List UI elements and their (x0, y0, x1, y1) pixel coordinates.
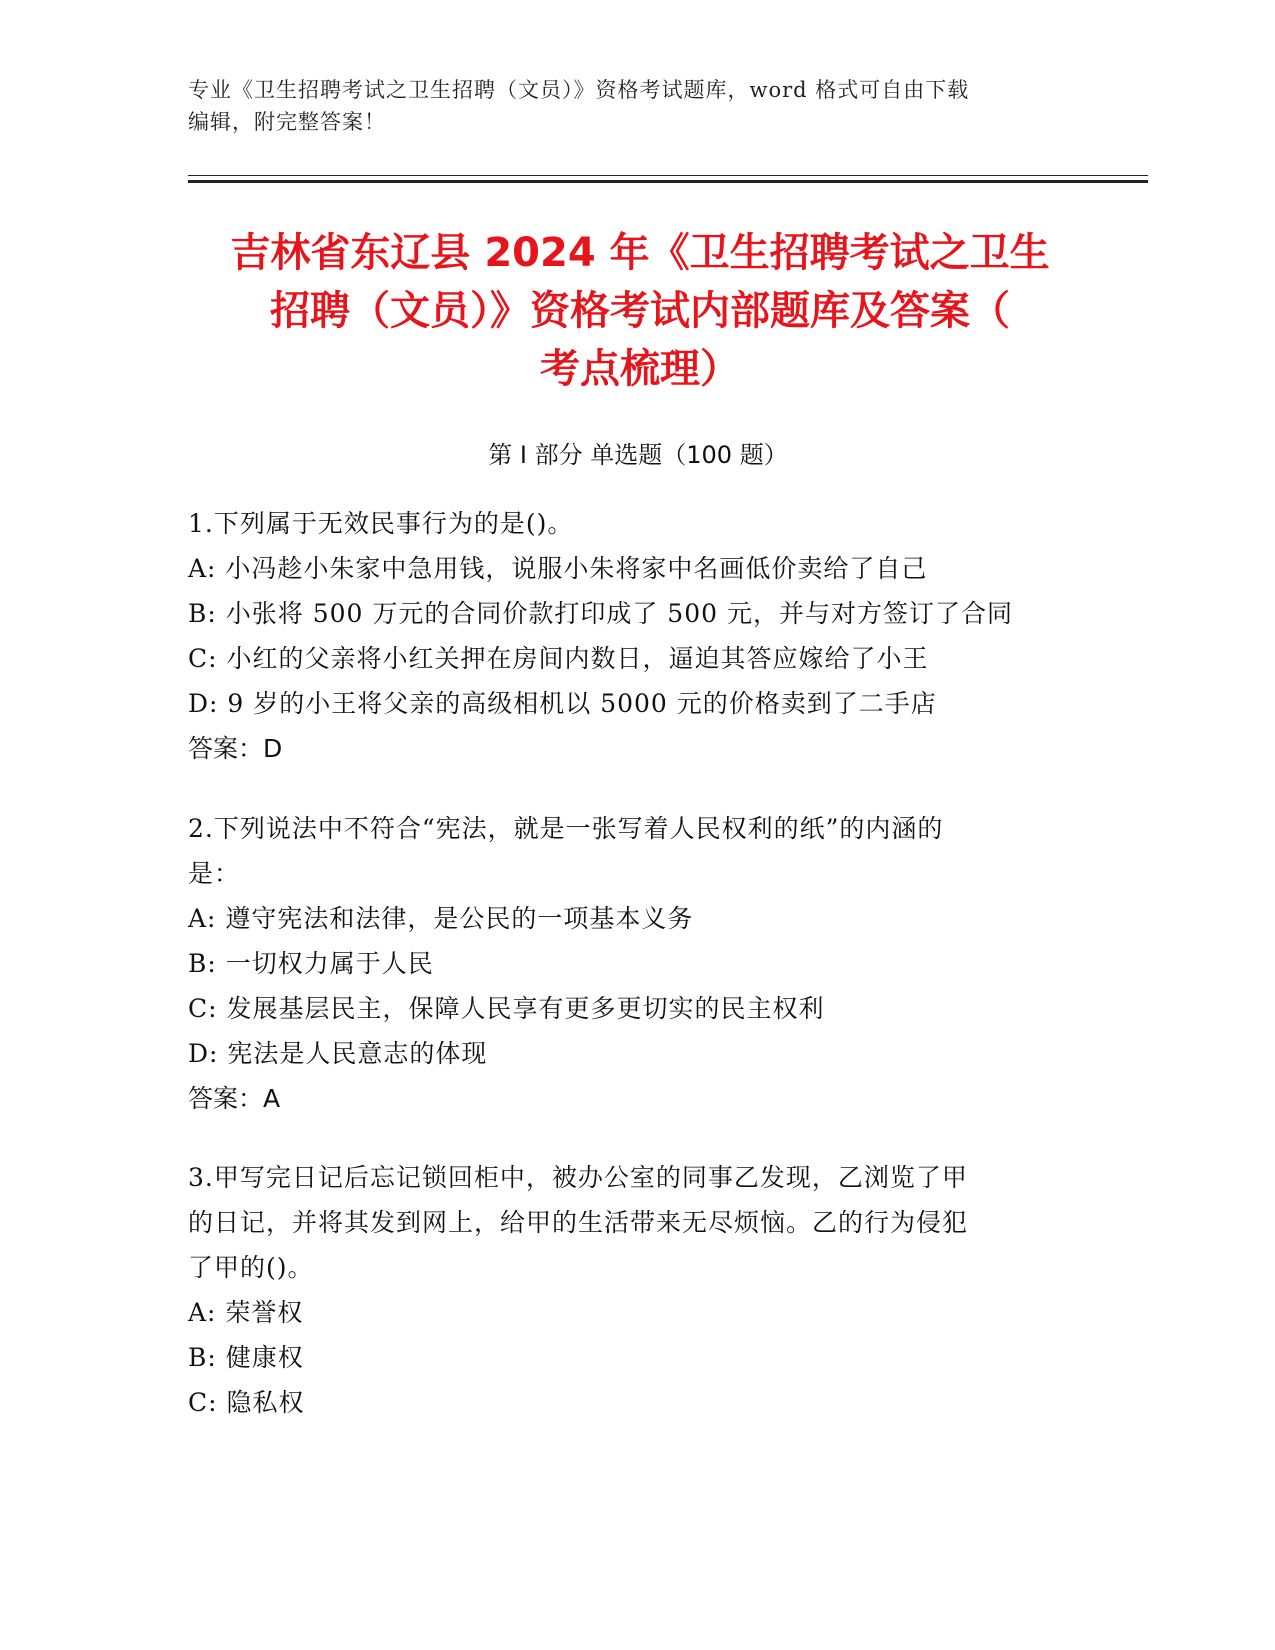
option-a: A: 荣誉权 (188, 1298, 304, 1327)
document-title-line-1: 吉林省东辽县 2024 年《卫生招聘考试之卫生 (230, 230, 1050, 276)
header-note (188, 74, 1068, 138)
option-a: A: 遵守宪法和法律，是公民的一项基本义务 (188, 904, 694, 933)
option-d: D: 9 岁的小王将父亲的高级相机以 5000 元的价格卖到了二手店 (188, 689, 937, 718)
question-2 (188, 806, 1068, 1121)
header-note-line-2: 编辑，附完整答案！ (188, 110, 386, 134)
header-divider-thick (188, 180, 1148, 183)
option-c: C: 隐私权 (188, 1388, 305, 1417)
option-c: C: 发展基层民主，保障人民享有更多更切实的民主权利 (188, 994, 825, 1023)
question-stem-continued: 是： (188, 859, 241, 888)
option-c: C: 小红的父亲将小红关押在房间内数日，逼迫其答应嫁给了小王 (188, 644, 929, 673)
header-note-line-1: 专业《卫生招聘考试之卫生招聘（文员）》资格考试题库，word 格式可自由下载 (188, 78, 970, 102)
header-divider-thin (188, 175, 1148, 176)
question-1 (188, 501, 1068, 771)
question-stem: 1.下列属于无效民事行为的是()。 (188, 509, 574, 538)
answer-line: 答案：D (188, 734, 283, 763)
question-3 (188, 1155, 1068, 1425)
option-b: B: 健康权 (188, 1343, 304, 1372)
question-stem: 3.甲写完日记后忘记锁回柜中，被办公室的同事乙发现，乙浏览了甲 (188, 1163, 968, 1192)
question-stem-continued: 的日记，并将其发到网上，给甲的生活带来无尽烦恼。乙的行为侵犯 (188, 1208, 969, 1237)
document-title-line-2: 招聘（文员）》资格考试内部题库及答案（ (270, 288, 1010, 334)
answer-line: 答案：A (188, 1084, 281, 1113)
document-title-line-3: 考点梳理） (540, 346, 740, 392)
option-a: A: 小冯趁小朱家中急用钱，说服小朱将家中名画低价卖给了自己 (188, 554, 928, 583)
option-b: B: 一切权力属于人民 (188, 949, 434, 978)
section-heading: 第 I 部分 单选题（100 题） (488, 441, 788, 469)
question-stem-continued: 了甲的()。 (188, 1253, 314, 1282)
option-b: B: 小张将 500 万元的合同价款打印成了 500 元，并与对方签订了合同 (188, 599, 1013, 628)
question-stem: 2.下列说法中不符合“宪法，就是一张写着人民权利的纸”的内涵的 (188, 814, 944, 843)
document-title (170, 224, 1110, 398)
option-d: D: 宪法是人民意志的体现 (188, 1039, 488, 1068)
